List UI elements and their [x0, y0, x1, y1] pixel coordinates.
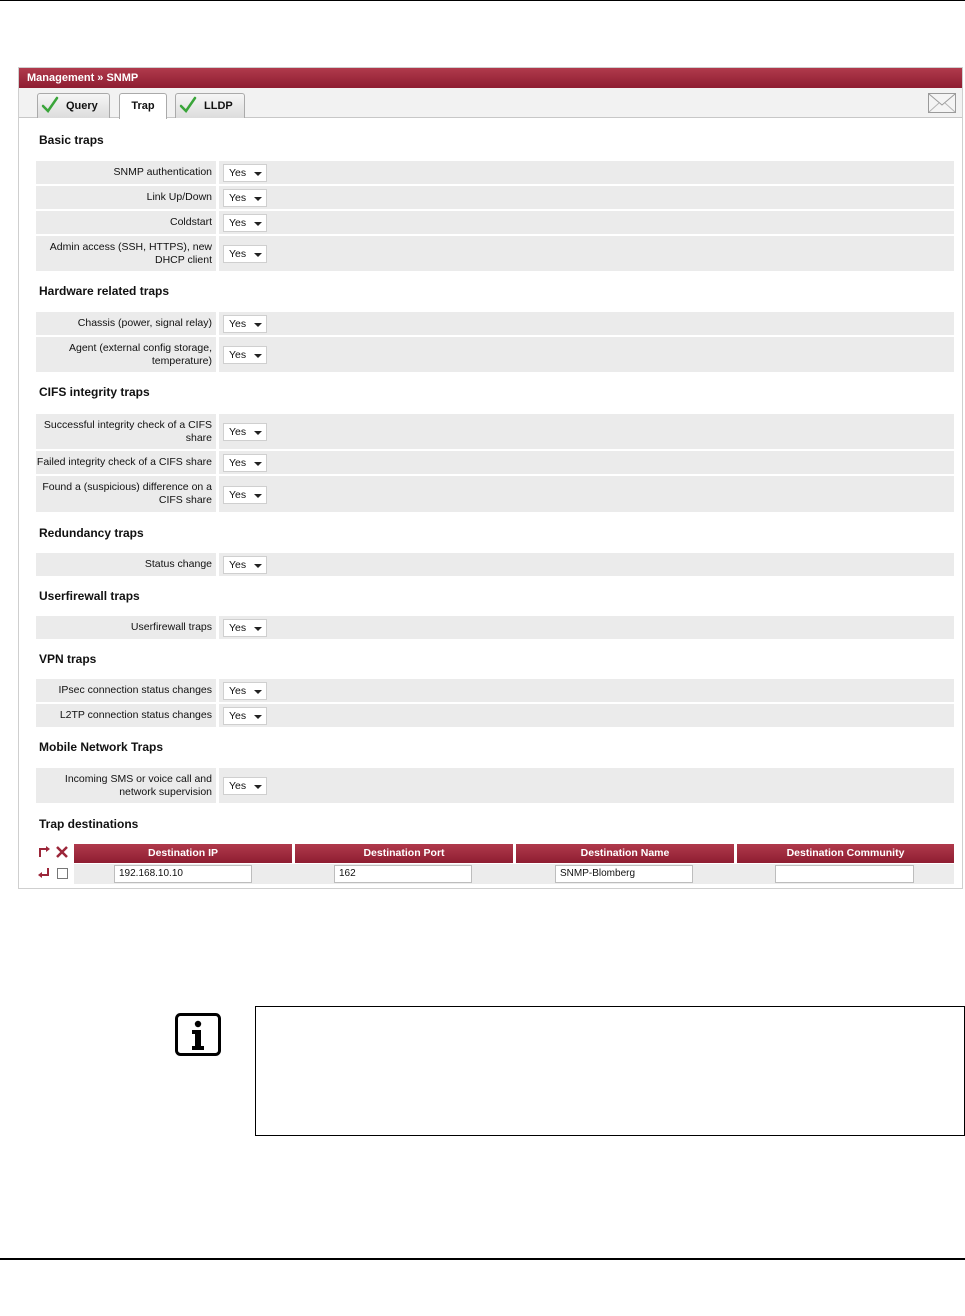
tab-trap-label: Trap [131, 100, 155, 112]
trap-row [36, 475, 954, 512]
status-change-select[interactable] [223, 556, 267, 574]
cifs-failed-select[interactable] [223, 454, 267, 472]
chassis-select[interactable] [223, 315, 267, 333]
breadcrumb: Management » SNMP [19, 68, 962, 88]
trap-row [36, 678, 954, 702]
trap-row [36, 703, 954, 727]
tab-query-label: Query [66, 100, 98, 112]
snmp-window [18, 67, 963, 889]
envelope-icon[interactable] [928, 93, 956, 113]
column-header-destination-ip: Destination IP [74, 844, 292, 863]
info-icon [175, 1013, 221, 1056]
chevron-down-icon [254, 323, 262, 327]
destination-name-input[interactable]: SNMP-Blomberg [555, 865, 693, 883]
chevron-down-icon [254, 627, 262, 631]
select-value: Yes [229, 248, 247, 260]
select-value: Yes [229, 780, 247, 792]
insert-row-icon[interactable] [37, 845, 51, 859]
ipsec-status-select[interactable] [223, 682, 267, 700]
section-heading-mobile-traps: Mobile Network Traps [39, 740, 164, 754]
row-select-checkbox[interactable] [57, 868, 68, 879]
column-header-destination-community: Destination Community [737, 844, 954, 863]
insert-row-after-icon[interactable] [37, 866, 51, 880]
cifs-difference-select[interactable] [223, 486, 267, 504]
tab-query[interactable] [37, 93, 110, 118]
chevron-down-icon [254, 253, 262, 257]
agent-select[interactable] [223, 346, 267, 364]
trap-row [36, 210, 954, 234]
trap-row [36, 767, 954, 803]
tab-lldp[interactable] [175, 93, 245, 118]
section-heading-basic-traps: Basic traps [39, 133, 104, 147]
destination-port-input[interactable]: 162 [334, 865, 472, 883]
trap-label: Userfirewall traps [130, 621, 212, 633]
trap-label-line2: network supervision [119, 785, 212, 798]
l2tp-status-select[interactable] [223, 707, 267, 725]
select-value: Yes [229, 217, 247, 229]
chevron-down-icon [254, 785, 262, 789]
trap-label: SNMP authentication [113, 166, 212, 178]
trap-row [36, 160, 954, 184]
destination-community-input[interactable] [775, 865, 914, 883]
select-value: Yes [229, 489, 247, 501]
trap-label-line1: Admin access (SSH, HTTPS), new [49, 240, 212, 253]
userfirewall-select[interactable] [223, 619, 267, 637]
trap-row [36, 552, 954, 576]
column-header-destination-port: Destination Port [295, 844, 513, 863]
note-box [255, 1006, 965, 1136]
trap-label-line2: CIFS share [158, 494, 212, 506]
select-value: Yes [229, 457, 247, 469]
link-up-down-select[interactable] [223, 189, 267, 207]
section-heading-vpn-traps: VPN traps [39, 652, 97, 666]
select-value: Yes [229, 685, 247, 697]
trap-label: L2TP connection status changes [59, 709, 212, 721]
trap-label-line2: DHCP client [155, 253, 212, 266]
select-value: Yes [229, 192, 247, 204]
chevron-down-icon [254, 197, 262, 201]
select-value: Yes [229, 559, 247, 571]
chevron-down-icon [254, 172, 262, 176]
trap-row [36, 615, 954, 639]
section-heading-cifs-traps: CIFS integrity traps [39, 385, 150, 399]
mobile-network-select[interactable] [223, 777, 267, 795]
checkmark-icon [179, 96, 197, 114]
cifs-success-select[interactable] [223, 423, 267, 441]
select-value: Yes [229, 167, 247, 179]
chevron-down-icon [254, 431, 262, 435]
coldstart-select[interactable] [223, 214, 267, 232]
bottom-rule [0, 1258, 965, 1260]
select-value: Yes [229, 622, 247, 634]
chevron-down-icon [254, 462, 262, 466]
trap-row [36, 336, 954, 372]
trap-label: Coldstart [169, 216, 212, 228]
column-header-destination-name: Destination Name [516, 844, 734, 863]
tab-strip [19, 88, 962, 118]
tab-trap[interactable] [119, 93, 167, 119]
trap-label-line1: Incoming SMS or voice call and [64, 772, 212, 785]
checkmark-icon [41, 96, 59, 114]
trap-label-line1: Agent (external config storage, [68, 341, 212, 354]
chevron-down-icon [254, 354, 262, 358]
trap-row [36, 413, 954, 449]
trap-label-line1: Successful integrity check of a CIFS [43, 418, 212, 431]
trap-label-line1: Found a (suspicious) difference on a [42, 481, 212, 493]
trap-label: Status change [144, 558, 212, 570]
snmp-authentication-select[interactable] [223, 164, 267, 182]
destination-ip-input[interactable]: 192.168.10.10 [114, 865, 252, 883]
trap-row [36, 311, 954, 335]
select-value: Yes [229, 318, 247, 330]
trap-label: IPsec connection status changes [58, 684, 212, 696]
top-rule [0, 0, 965, 1]
trap-label: Failed integrity check of a CIFS share [36, 456, 212, 468]
admin-access-select[interactable] [223, 245, 267, 263]
trap-row [36, 185, 954, 209]
trap-row [36, 450, 954, 474]
trap-label-line2: temperature) [151, 354, 212, 367]
chevron-down-icon [254, 715, 262, 719]
section-heading-trap-destinations: Trap destinations [39, 817, 139, 831]
chevron-down-icon [254, 222, 262, 226]
section-heading-userfirewall-traps: Userfirewall traps [39, 589, 140, 603]
select-value: Yes [229, 710, 247, 722]
section-heading-redundancy-traps: Redundancy traps [39, 526, 144, 540]
select-value: Yes [229, 426, 247, 438]
chevron-down-icon [254, 564, 262, 568]
tab-lldp-label: LLDP [204, 100, 233, 112]
trap-label-line2: share [185, 431, 212, 444]
chevron-down-icon [254, 690, 262, 694]
trap-label: Link Up/Down [146, 191, 212, 203]
trap-row [36, 235, 954, 271]
delete-all-icon[interactable] [55, 845, 69, 859]
trap-label: Chassis (power, signal relay) [77, 317, 212, 329]
chevron-down-icon [254, 494, 262, 498]
section-heading-hardware-traps: Hardware related traps [39, 284, 170, 298]
select-value: Yes [229, 349, 247, 361]
